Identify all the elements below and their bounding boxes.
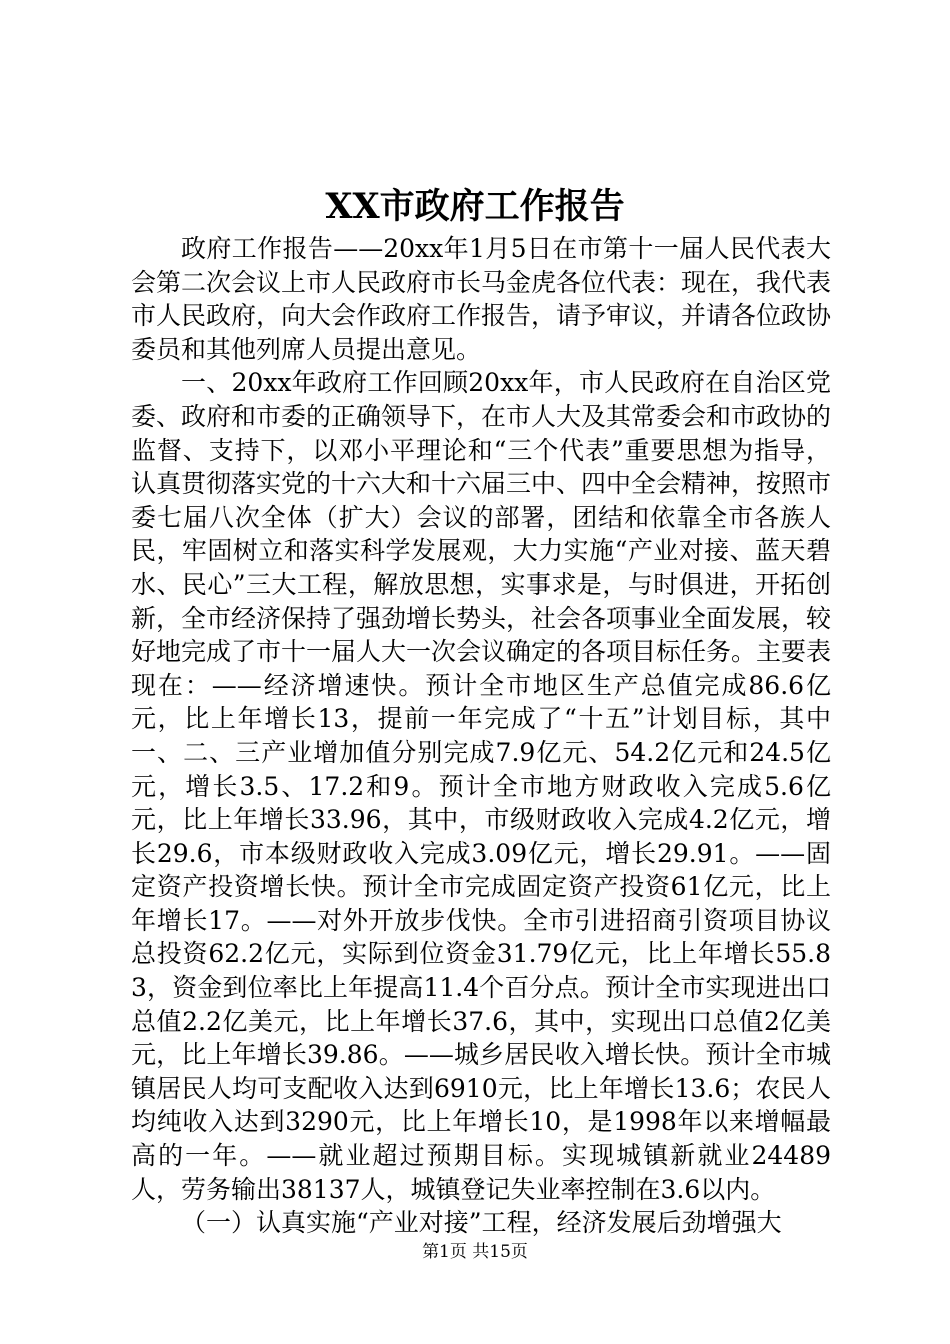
document-title: XX市政府工作报告 — [325, 186, 625, 227]
paragraph-intro: 政府工作报告——20xx年1月5日在市第十一届人民代表大会第二次会议上市人民政府市长马金虎各位代表：现在，我代表市人民政府，向大会作政府工作报告，请予审议，并请各位政协委员和其他列席人员提出意见。 — [131, 234, 832, 364]
page-number-footer: 第1页 共15页 — [422, 1242, 528, 1262]
document-body — [131, 232, 831, 1240]
paragraph-review: 一、20xx年政府工作回顾20xx年，市人民政府在自治区党委、政府和市委的正确领导下，在市人大及其常委会和市政协的监督、支持下，以邓小平理论和“三个代表”重要思想为指导，认真贯彻落实党的十六大和十六届三中、四中全会精神，按照市委七届八次全体（扩大）会议的部署，团结和依靠全市各族人民，牢固树立和落实科学发展观，大力实施“产业对接、蓝天碧水、民心”三大工程，解放思想，实事求是，与时俱进，开拓创新，全市经济保持了强劲增长势头，社会各项事业全面发展，较好地完成了市十一届人大一次会议确定的各项目标任务。主要表现在：——经济增速快。预计全市地区生产总值完成86.6亿元，比上年增长13，提前一年完成了“十五”计划目标，其中一、二、三产业增加值分别完成7.9亿元、54.2亿元和24.5亿元，增长3.5、17.2和9。预计全市地方财政收入完成5.6亿元，比上年增长33.96，其中，市级财政收入完成4.2亿元，增长29.6，市本级财政收入完成3.09亿元，增长29.91。——固定资产投资增长快。预计全市完成固定资产投资61亿元，比上年增长17。——对外开放步伐快。全市引进招商引资项目协议总投资62.2亿元，实际到位资金31.79亿元，比上年增长55.83，资金到位率比上年提高11.4个百分点。预计全市实现进出口总值2.2亿美元，比上年增长37.6，其中，实现出口总值2亿美元，比上年增长39.86。——城乡居民收入增长快。预计全市城镇居民人均可支配收入达到6910元，比上年增长13.6；农民人均纯收入达到3290元，比上年增长10，是1998年以来增幅最高的一年。——就业超过预期目标。实现城镇新就业24489人，劳务输出38137人，城镇登记失业率控制在3.6以内。 — [131, 368, 832, 1204]
paragraph-section-one: （一）认真实施“产业对接”工程，经济发展后劲增强大 — [181, 1208, 782, 1238]
